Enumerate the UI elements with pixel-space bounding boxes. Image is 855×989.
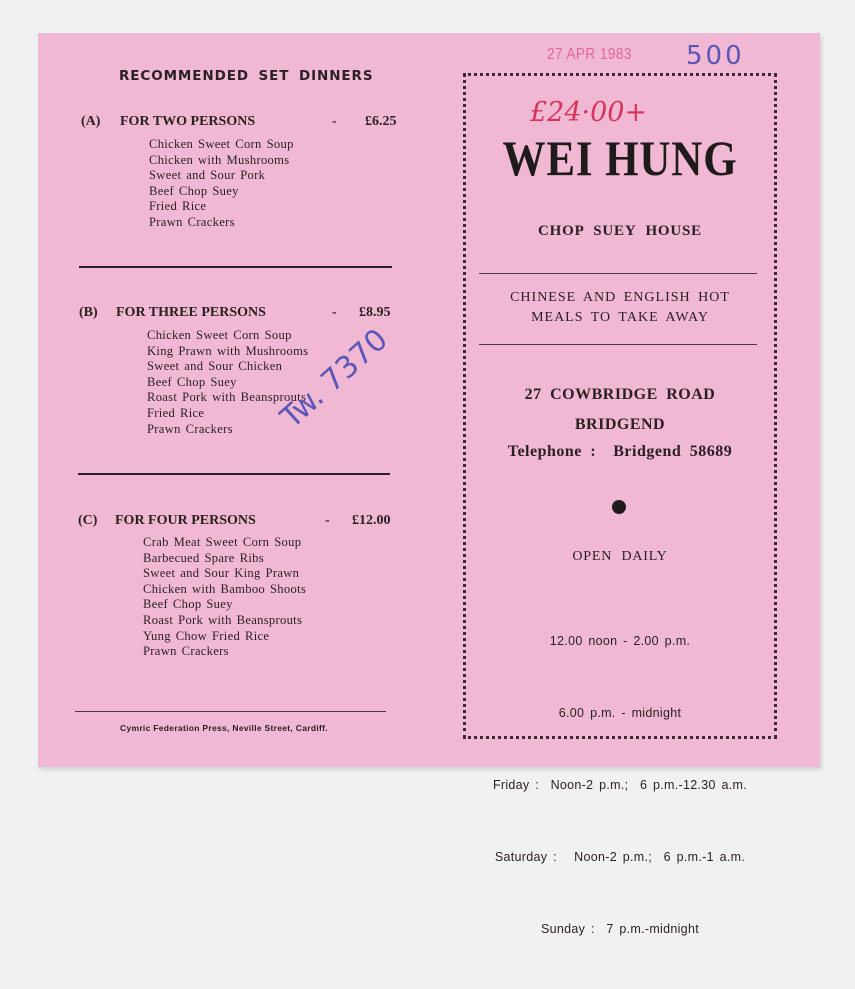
handwritten-reference: Tw. 7370 — [274, 322, 395, 436]
printer-credit: Cymric Federation Press, Neville Street, Cardiff. — [120, 723, 328, 733]
dish-item: Prawn Crackers — [149, 214, 235, 229]
hours-line: Friday : Noon-2 p.m.; 6 p.m.-12.30 a.m. — [492, 778, 748, 792]
dish-item: Sweet and Sour Chicken — [147, 359, 283, 374]
set-a-header — [81, 114, 401, 132]
dish-item: Fried Rice — [149, 199, 207, 214]
set-b-header — [79, 305, 399, 323]
open-daily-heading: OPEN DAILY — [572, 549, 668, 564]
set-letter: (A) — [81, 114, 101, 129]
dish-item: Beef Chop Suey — [143, 597, 233, 612]
tagline — [463, 288, 777, 328]
dish-item: Yung Chow Fried Rice — [143, 628, 270, 643]
address-line: 27 COWBRIDGE ROAD — [524, 386, 716, 403]
tagline-line: MEALS TO TAKE AWAY — [531, 310, 709, 325]
set-letter: (B) — [79, 305, 98, 320]
dish-item: Chicken with Mushrooms — [149, 152, 290, 167]
dish-item: Prawn Crackers — [147, 421, 233, 436]
address — [463, 380, 777, 440]
dish-item: King Prawn with Mushrooms — [147, 343, 309, 358]
set-c-dishes — [143, 535, 306, 660]
dish-item: Chicken with Bamboo Shoots — [143, 581, 307, 596]
dish-item: Roast Pork with Beansprouts — [147, 390, 307, 405]
section-divider — [78, 473, 390, 475]
restaurant-subtitle: CHOP SUEY HOUSE — [538, 223, 702, 239]
address-line: BRIDGEND — [574, 416, 666, 433]
dish-item: Prawn Crackers — [143, 644, 229, 659]
bullet-dot — [612, 500, 626, 514]
dish-item: Fried Rice — [147, 405, 205, 420]
dish-item: Roast Pork with Beansprouts — [143, 612, 303, 627]
hours-line: Sunday : 7 p.m.-midnight — [541, 922, 699, 936]
section-divider — [79, 266, 392, 268]
handwritten-number: 500 — [686, 41, 745, 71]
set-dash: - — [325, 513, 330, 528]
set-price: £12.00 — [352, 513, 391, 528]
set-title: FOR THREE PERSONS — [116, 305, 266, 320]
set-dash: - — [332, 305, 337, 320]
set-c-header — [78, 513, 398, 531]
hours-line: 12.00 noon - 2.00 p.m. — [549, 634, 691, 648]
set-price: £6.25 — [365, 114, 397, 129]
dish-item: Sweet and Sour King Prawn — [143, 566, 300, 581]
set-title: FOR TWO PERSONS — [120, 114, 256, 129]
date-stamp: 27 APR 1983 — [547, 46, 632, 63]
set-title: FOR FOUR PERSONS — [115, 513, 256, 528]
opening-hours — [463, 581, 777, 989]
dish-item: Chicken Sweet Corn Soup — [147, 328, 292, 342]
dish-item: Beef Chop Suey — [149, 183, 239, 198]
dish-item: Beef Chop Suey — [147, 374, 237, 389]
set-letter: (C) — [78, 513, 98, 528]
dish-item: Sweet and Sour Pork — [149, 168, 266, 183]
tagline-top-rule — [479, 273, 757, 274]
tagline-bottom-rule — [479, 344, 757, 345]
set-dinners-heading: RECOMMENDED SET DINNERS — [119, 68, 374, 84]
footer-divider — [75, 711, 386, 712]
tagline-line: CHINESE AND ENGLISH HOT — [510, 290, 730, 305]
set-dash: - — [332, 114, 337, 129]
hours-line: Saturday : Noon-2 p.m.; 6 p.m.-1 a.m. — [494, 850, 746, 864]
hours-line: 6.00 p.m. - midnight — [558, 706, 682, 720]
dish-item: Crab Meat Sweet Corn Soup — [143, 535, 302, 549]
menu-leaflet — [38, 33, 820, 936]
dish-item: Barbecued Spare Ribs — [143, 550, 264, 565]
telephone: Telephone : Bridgend 58689 — [507, 443, 733, 460]
handwritten-price: £24·00+ — [530, 97, 648, 128]
set-a-dishes — [149, 137, 294, 231]
dish-item: Chicken Sweet Corn Soup — [149, 137, 294, 151]
restaurant-name: WEI HUNG — [502, 130, 738, 186]
set-price: £8.95 — [359, 305, 391, 320]
